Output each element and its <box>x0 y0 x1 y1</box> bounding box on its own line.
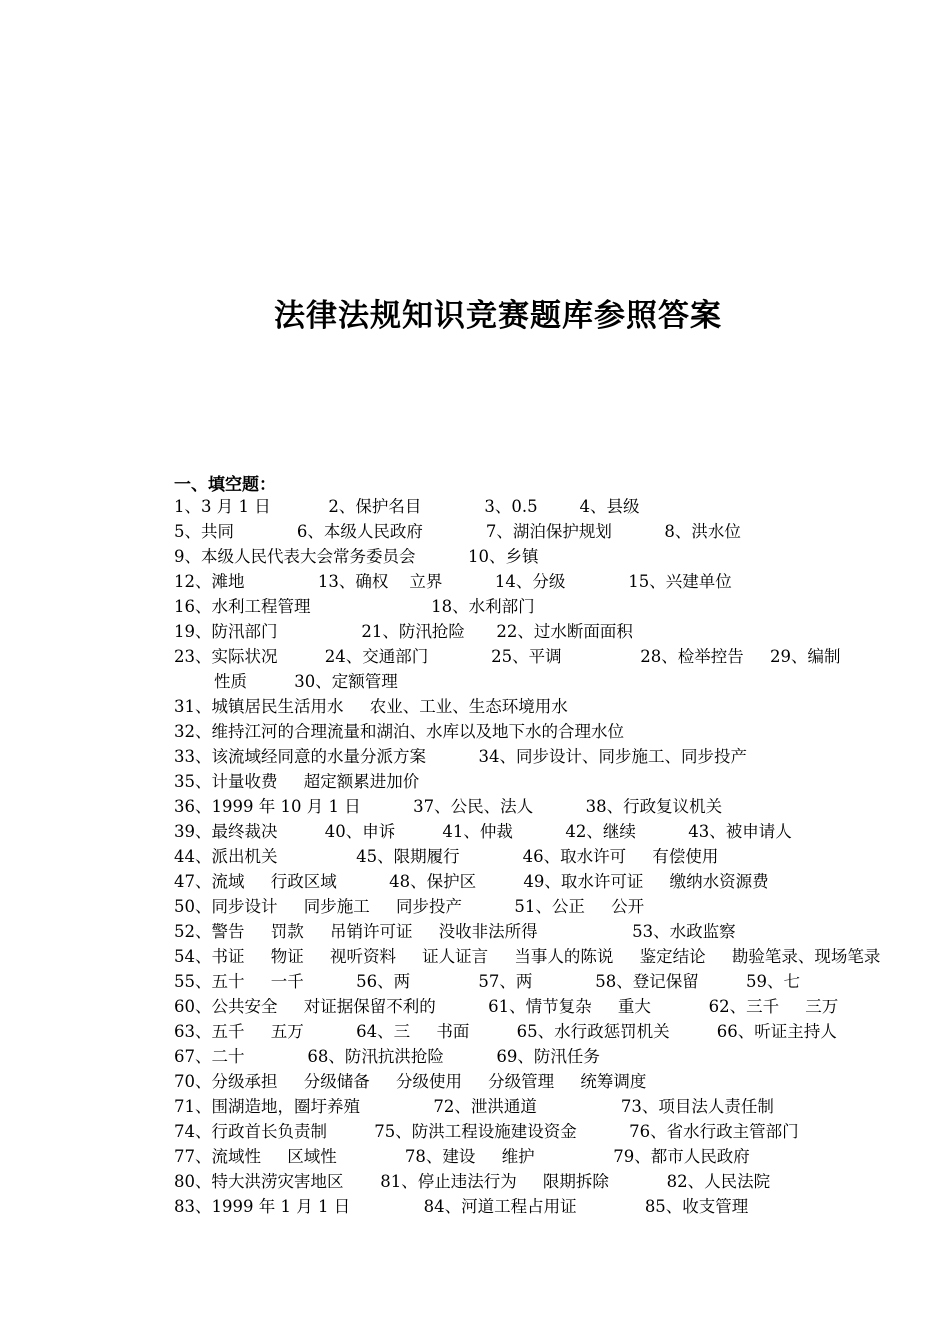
answer-line: 33、该流域经同意的水量分派方案 34、同步设计、同步施工、同步投产 <box>174 747 747 766</box>
answer-line: 80、特大洪涝灾害地区 81、停止违法行为 限期拆除 82、人民法院 <box>174 1172 771 1191</box>
answer-line: 31、城镇居民生活用水 农业、工业、生态环境用水 <box>174 697 568 716</box>
answer-line: 71、围湖造地，圈圩养殖 72、泄洪通道 73、项目法人责任制 <box>174 1097 774 1116</box>
answer-line: 19、防汛部门 21、防汛抢险 22、过水断面面积 <box>174 622 633 641</box>
answer-line: 9、本级人民代表大会常务委员会 10、乡镇 <box>174 547 539 566</box>
answer-line-continuation: 性质 30、定额管理 <box>214 672 398 691</box>
answer-line: 1、3 月 1 日 2、保护名目 3、0.5 4、县级 <box>174 497 640 516</box>
answer-line: 67、二十 68、防汛抗洪抢险 69、防汛任务 <box>174 1047 600 1066</box>
answer-line: 47、流域 行政区域 48、保护区 49、取水许可证 缴纳水资源费 <box>174 872 769 891</box>
answer-line: 77、流域性 区域性 78、建设 维护 79、都市人民政府 <box>174 1147 750 1166</box>
answer-list <box>174 494 884 1219</box>
section-heading: 一、填空题： <box>174 475 276 495</box>
answer-line: 63、五千 五万 64、三 书面 65、水行政惩罚机关 66、听证主持人 <box>174 1022 837 1041</box>
answer-line: 83、1999 年 1 月 1 日 84、河道工程占用证 85、收支管理 <box>174 1197 749 1216</box>
answer-line: 5、共同 6、本级人民政府 7、湖泊保护规划 8、洪水位 <box>174 522 741 541</box>
answer-line: 55、五十 一千 56、两 57、两 58、登记保留 59、七 <box>174 972 800 991</box>
answer-line: 35、计量收费 超定额累进加价 <box>174 772 420 791</box>
answer-line: 70、分级承担 分级储备 分级使用 分级管理 统筹调度 <box>174 1072 647 1091</box>
answer-line: 52、警告 罚款 吊销许可证 没收非法所得 53、水政监察 <box>174 922 736 941</box>
answer-line: 74、行政首长负责制 75、防洪工程设施建设资金 76、省水行政主管部门 <box>174 1122 799 1141</box>
answer-line: 54、书证 物证 视听资料 证人证言 当事人的陈说 鉴定结论 勘验笔录、现场笔录 <box>174 947 881 966</box>
answer-line: 16、水利工程管理 18、水利部门 <box>174 597 535 616</box>
answer-line: 50、同步设计 同步施工 同步投产 51、公正 公开 <box>174 897 645 916</box>
document-title: 法律法规知识竞赛题库参照答案 <box>274 298 722 334</box>
answer-line: 39、最终裁决 40、申诉 41、仲裁 42、继续 43、被申请人 <box>174 822 792 841</box>
answer-line: 32、维持江河的合理流量和湖泊、水库以及地下水的合理水位 <box>174 722 624 741</box>
answer-line: 60、公共安全 对证据保留不利的 61、情节复杂 重大 62、三千 三万 <box>174 997 839 1016</box>
answer-line: 36、1999 年 10 月 1 日 37、公民、法人 38、行政复议机关 <box>174 797 723 816</box>
answer-line: 44、派出机关 45、限期履行 46、取水许可 有偿使用 <box>174 847 719 866</box>
answer-line: 23、实际状况 24、交通部门 25、平调 28、检举控告 29、编制 <box>174 647 841 666</box>
answer-line: 12、滩地 13、确权 立界 14、分级 15、兴建单位 <box>174 572 732 591</box>
